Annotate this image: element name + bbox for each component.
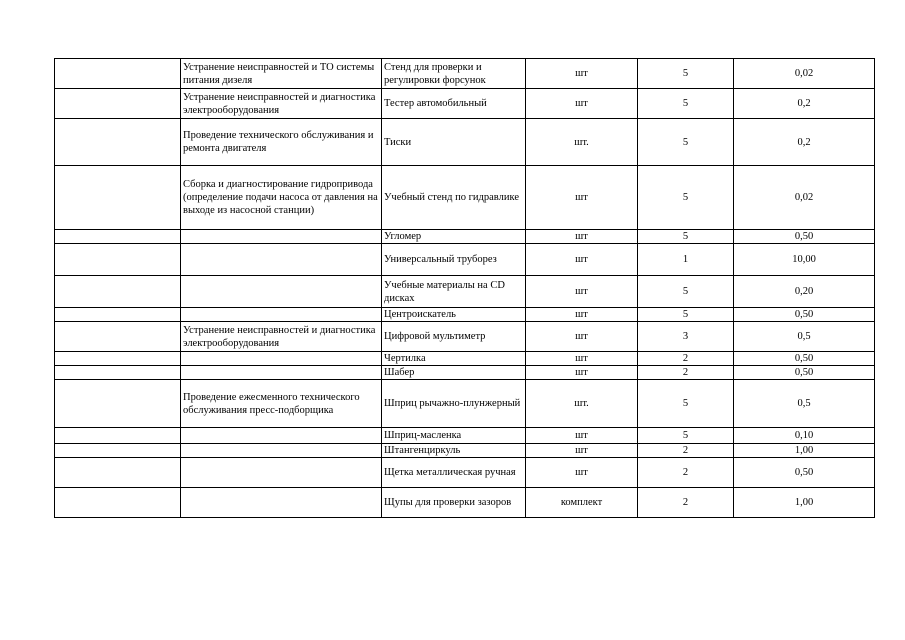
norm-cell: 0,5 — [734, 322, 875, 352]
unit-cell: шт. — [526, 119, 638, 166]
work-cell: Проведение технического обслуживания и ремонта двигателя — [181, 119, 382, 166]
work-cell: Проведение ежесменного технического обслуживания пресс-подборщика — [181, 380, 382, 428]
equipment-cell: Центроискатель — [382, 308, 526, 322]
work-cell: Устранение неисправностей и ТО системы питания дизеля — [181, 59, 382, 89]
blank-cell — [55, 244, 181, 276]
unit-cell: шт — [526, 89, 638, 119]
work-cell — [181, 428, 382, 444]
equipment-cell: Учебный стенд по гидравлике — [382, 166, 526, 230]
unit-cell: шт — [526, 308, 638, 322]
qty-cell: 3 — [638, 322, 734, 352]
work-cell — [181, 276, 382, 308]
qty-cell: 5 — [638, 89, 734, 119]
blank-cell — [55, 119, 181, 166]
unit-cell: шт — [526, 276, 638, 308]
table-row — [55, 444, 875, 458]
work-cell — [181, 366, 382, 380]
work-cell — [181, 308, 382, 322]
blank-cell — [55, 89, 181, 119]
norm-cell: 0,02 — [734, 59, 875, 89]
norm-cell: 0,2 — [734, 89, 875, 119]
table-row — [55, 89, 875, 119]
equipment-cell: Шприц рычажно-плунжерный — [382, 380, 526, 428]
table-row — [55, 352, 875, 366]
blank-cell — [55, 366, 181, 380]
equipment-cell: Штангенциркуль — [382, 444, 526, 458]
norm-cell: 0,50 — [734, 308, 875, 322]
qty-cell: 2 — [638, 444, 734, 458]
table-row — [55, 276, 875, 308]
equipment-cell: Тиски — [382, 119, 526, 166]
table-row — [55, 59, 875, 89]
equipment-cell: Тестер автомобильный — [382, 89, 526, 119]
norm-cell: 0,50 — [734, 458, 875, 488]
norm-cell: 1,00 — [734, 444, 875, 458]
norm-cell: 0,50 — [734, 352, 875, 366]
table-row — [55, 166, 875, 230]
blank-cell — [55, 166, 181, 230]
work-cell: Сборка и диагностирование гидропривода (определение подачи насоса от давления на выходе из насосной станции) — [181, 166, 382, 230]
table-row — [55, 458, 875, 488]
unit-cell: шт — [526, 366, 638, 380]
equipment-cell: Щетка металлическая ручная — [382, 458, 526, 488]
unit-cell: шт — [526, 322, 638, 352]
table-row — [55, 244, 875, 276]
norm-cell: 0,50 — [734, 366, 875, 380]
unit-cell: шт — [526, 428, 638, 444]
norm-cell: 0,02 — [734, 166, 875, 230]
norm-cell: 0,2 — [734, 119, 875, 166]
qty-cell: 5 — [638, 59, 734, 89]
table-row — [55, 322, 875, 352]
equipment-cell: Шприц-масленка — [382, 428, 526, 444]
table-row — [55, 119, 875, 166]
table-row — [55, 308, 875, 322]
qty-cell: 1 — [638, 244, 734, 276]
equipment-cell: Чертилка — [382, 352, 526, 366]
table-row — [55, 380, 875, 428]
equipment-cell: Стенд для проверки и регулировки форсунок — [382, 59, 526, 89]
blank-cell — [55, 458, 181, 488]
qty-cell: 5 — [638, 428, 734, 444]
blank-cell — [55, 230, 181, 244]
qty-cell: 2 — [638, 352, 734, 366]
unit-cell: шт — [526, 352, 638, 366]
norm-cell: 0,10 — [734, 428, 875, 444]
unit-cell: шт — [526, 244, 638, 276]
norm-cell: 0,5 — [734, 380, 875, 428]
qty-cell: 5 — [638, 276, 734, 308]
norm-cell: 0,20 — [734, 276, 875, 308]
table-row — [55, 488, 875, 518]
work-cell — [181, 352, 382, 366]
work-cell — [181, 230, 382, 244]
blank-cell — [55, 308, 181, 322]
blank-cell — [55, 428, 181, 444]
unit-cell: шт. — [526, 380, 638, 428]
unit-cell: шт — [526, 230, 638, 244]
unit-cell: комплект — [526, 488, 638, 518]
unit-cell: шт — [526, 59, 638, 89]
work-cell: Устранение неисправностей и диагностика электрооборудования — [181, 322, 382, 352]
norm-cell: 10,00 — [734, 244, 875, 276]
table-row — [55, 428, 875, 444]
qty-cell: 5 — [638, 166, 734, 230]
work-cell — [181, 244, 382, 276]
equipment-cell: Универсальный труборез — [382, 244, 526, 276]
norm-cell: 0,50 — [734, 230, 875, 244]
table-row — [55, 230, 875, 244]
blank-cell — [55, 488, 181, 518]
work-cell — [181, 444, 382, 458]
equipment-cell: Учебные материалы на CD дисках — [382, 276, 526, 308]
qty-cell: 5 — [638, 119, 734, 166]
equipment-table — [54, 58, 875, 518]
blank-cell — [55, 59, 181, 89]
qty-cell: 5 — [638, 380, 734, 428]
work-cell — [181, 488, 382, 518]
blank-cell — [55, 322, 181, 352]
qty-cell: 2 — [638, 458, 734, 488]
work-cell: Устранение неисправностей и диагностика электрооборудования — [181, 89, 382, 119]
unit-cell: шт — [526, 444, 638, 458]
table-row — [55, 366, 875, 380]
blank-cell — [55, 276, 181, 308]
unit-cell: шт — [526, 458, 638, 488]
norm-cell: 1,00 — [734, 488, 875, 518]
blank-cell — [55, 352, 181, 366]
work-cell — [181, 458, 382, 488]
unit-cell: шт — [526, 166, 638, 230]
qty-cell: 5 — [638, 230, 734, 244]
equipment-cell: Шабер — [382, 366, 526, 380]
blank-cell — [55, 444, 181, 458]
blank-cell — [55, 380, 181, 428]
equipment-cell: Цифровой мультиметр — [382, 322, 526, 352]
qty-cell: 2 — [638, 366, 734, 380]
qty-cell: 5 — [638, 308, 734, 322]
equipment-cell: Щупы для проверки зазоров — [382, 488, 526, 518]
qty-cell: 2 — [638, 488, 734, 518]
equipment-cell: Угломер — [382, 230, 526, 244]
